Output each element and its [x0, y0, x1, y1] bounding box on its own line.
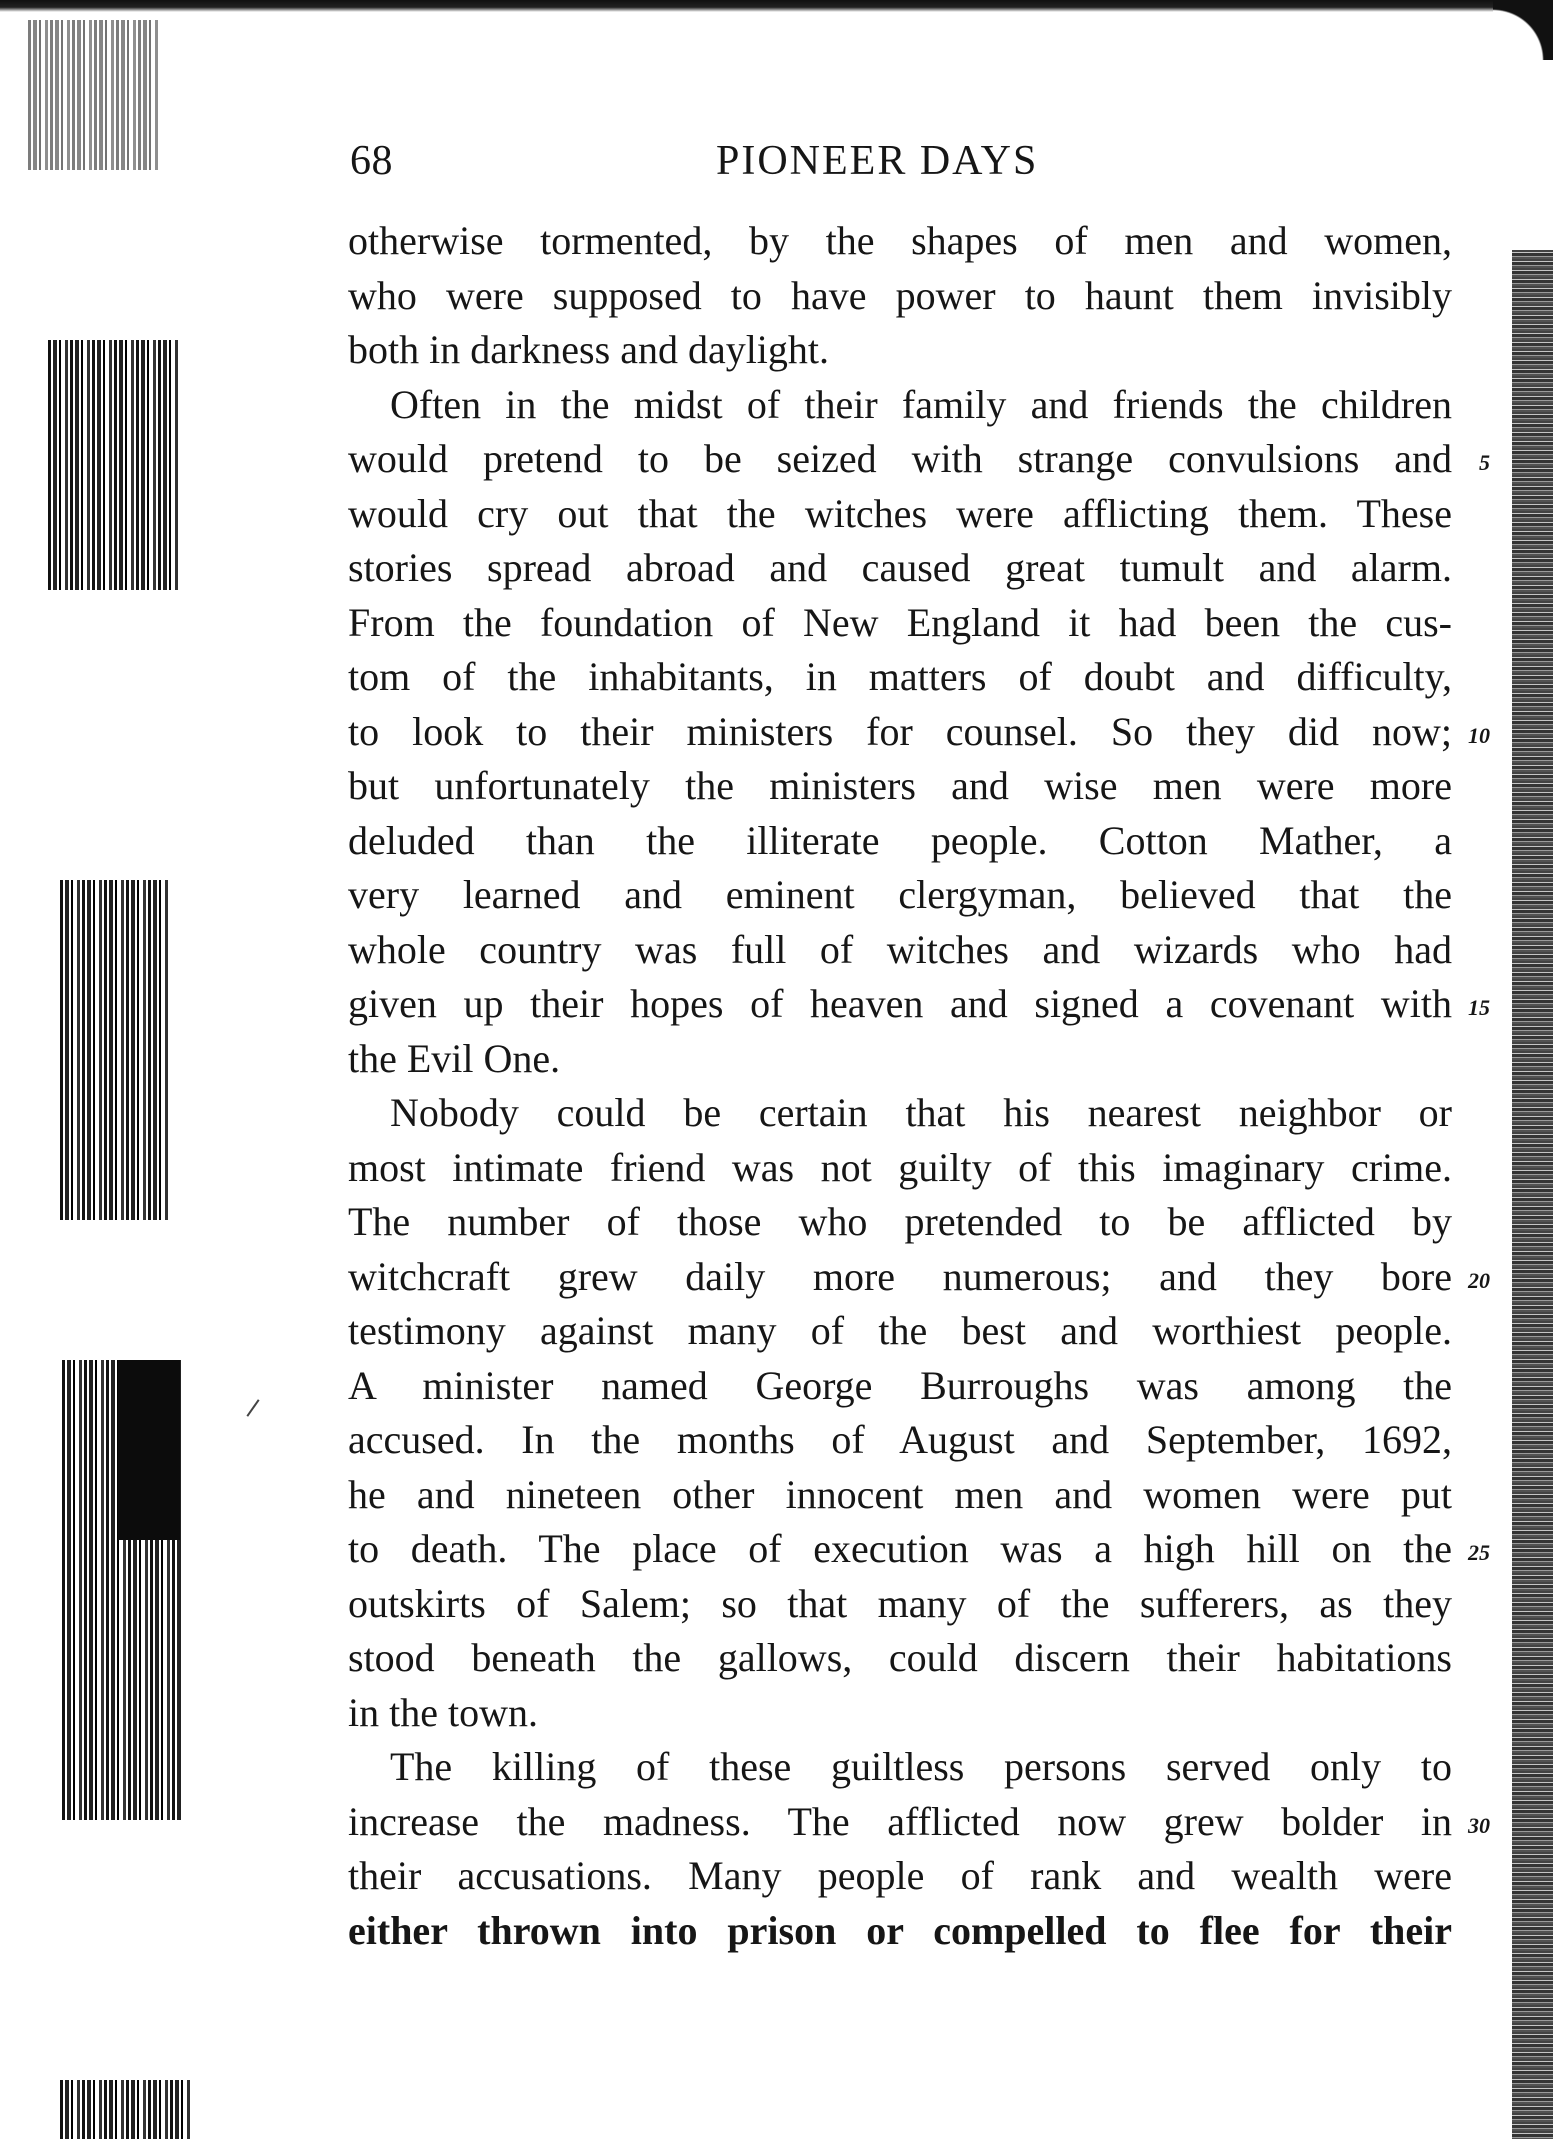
text-line — [348, 1795, 1490, 1850]
text-line — [348, 432, 1490, 487]
line-text: The number of those who pretended to be afflicted by — [348, 1199, 1452, 1244]
text-line — [348, 1904, 1452, 1959]
line-number-marker: 10 — [1468, 722, 1490, 748]
line-text: their accusations. Many people of rank and wealth were — [348, 1853, 1452, 1898]
text-line — [348, 378, 1452, 433]
text-line — [348, 868, 1452, 923]
text-line — [348, 214, 1452, 269]
line-text: but unfortunately the ministers and wise men were more — [348, 763, 1452, 808]
text-line — [348, 650, 1452, 705]
page-number: 68 — [350, 138, 393, 184]
line-text: tom of the inhabitants, in matters of doubt and difficulty, — [348, 654, 1452, 699]
line-text: witchcraft grew daily more numerous; and they bore — [348, 1253, 1452, 1299]
text-line — [348, 1686, 1452, 1741]
running-head: PIONEER DAYS — [716, 138, 1039, 184]
binding-edge — [1498, 250, 1553, 2139]
text-line — [348, 1359, 1452, 1414]
text-line — [348, 596, 1452, 651]
line-text: increase the madness. The afflicted now grew bolder in — [348, 1798, 1452, 1844]
line-text: he and nineteen other innocent men and women were put — [348, 1471, 1452, 1517]
line-number-marker: 15 — [1468, 995, 1490, 1020]
line-text: The killing of these guiltless persons served only to — [390, 1744, 1452, 1789]
line-number-marker: 25 — [1468, 1540, 1490, 1565]
line-text: most intimate friend was not guilty of this imaginary crime. — [348, 1144, 1452, 1190]
text-line — [348, 759, 1452, 814]
line-text: whole country was full of witches and wizards who had — [348, 926, 1452, 972]
stray-mark — [246, 1399, 259, 1417]
line-text: would cry out that the witches were afflicting them. These — [348, 490, 1452, 536]
text-line — [348, 1740, 1452, 1795]
line-text: stood beneath the gallows, could discern their habitations — [348, 1635, 1452, 1680]
line-text: who were supposed to have power to haunt them invisibly — [348, 272, 1452, 318]
text-line — [348, 1468, 1452, 1523]
line-number-marker: 30 — [1468, 1812, 1490, 1838]
text-line — [348, 977, 1490, 1032]
text-line — [348, 1631, 1452, 1686]
scan-artifact-stripe — [60, 880, 170, 1220]
line-text: stories spread abroad and caused great tumult and alarm. — [348, 545, 1452, 590]
text-line — [348, 1086, 1452, 1141]
text-line — [348, 923, 1452, 978]
text-line — [348, 269, 1452, 324]
scan-artifact-stripe — [60, 2080, 190, 2139]
line-text: Often in the midst of their family and friends the children — [390, 381, 1452, 427]
line-text: the Evil One. — [348, 1035, 561, 1081]
text-line — [348, 1032, 1452, 1087]
line-text: would pretend to be seized with strange convulsions and — [348, 436, 1452, 481]
line-text: both in darkness and daylight. — [348, 327, 830, 372]
line-number-marker: 20 — [1468, 1267, 1490, 1293]
text-line — [348, 705, 1490, 760]
text-line — [348, 814, 1452, 869]
body-text — [348, 214, 1490, 1958]
text-line — [348, 1304, 1452, 1359]
line-number-marker: 5 — [1479, 450, 1490, 475]
line-text: either thrown into prison or compelled to flee for their — [348, 1907, 1452, 1953]
line-text: to look to their ministers for counsel. So they did now; — [348, 708, 1452, 754]
line-text: outskirts of Salem; so that many of the sufferers, as they — [348, 1580, 1452, 1626]
line-text: accused. In the months of August and September, 1692, — [348, 1417, 1452, 1462]
text-line — [348, 1413, 1452, 1468]
text-line — [348, 1141, 1452, 1196]
line-text: Nobody could be certain that his nearest neighbor or — [390, 1090, 1452, 1135]
scan-artifact-stripe — [28, 20, 158, 170]
line-text: in the town. — [348, 1689, 538, 1735]
text-line — [348, 1195, 1452, 1250]
line-text: A minister named George Burroughs was among the — [348, 1362, 1452, 1408]
scan-artifact-stripe — [48, 340, 178, 590]
scan-artifact-block — [118, 1360, 180, 1540]
line-text: to death. The place of execution was a high hill on the — [348, 1526, 1452, 1571]
text-line — [348, 1250, 1490, 1305]
page-top-edge — [0, 0, 1553, 12]
text-line — [348, 541, 1452, 596]
line-text: testimony against many of the best and worthiest people. — [348, 1308, 1452, 1353]
line-text: otherwise tormented, by the shapes of men and women, — [348, 218, 1452, 263]
text-line — [348, 487, 1452, 542]
text-line — [348, 1577, 1452, 1632]
page-corner-curl — [1493, 0, 1553, 60]
line-text: deluded than the illiterate people. Cotton Mather, a — [348, 817, 1452, 863]
text-line — [348, 323, 1452, 378]
text-line — [348, 1522, 1490, 1577]
line-text: given up their hopes of heaven and signed a covenant with — [348, 981, 1452, 1026]
text-line — [348, 1849, 1452, 1904]
line-text: very learned and eminent clergyman, believed that the — [348, 872, 1452, 917]
line-text: From the foundation of New England it had been the cus- — [348, 599, 1452, 645]
